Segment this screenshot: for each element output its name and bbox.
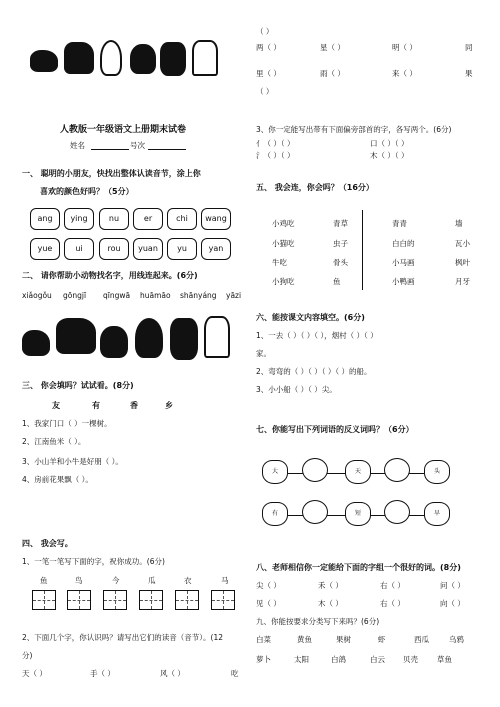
fill-cell[interactable]: 来（ ） [392, 69, 417, 78]
fill-cell[interactable]: 果 [465, 69, 473, 78]
section7-title: 七、你能写出下列词语的反义词吗？（6分） [256, 425, 414, 434]
category-word: 白鸽 [331, 655, 346, 664]
category-word: 果树 [336, 635, 351, 644]
rooster-image [100, 40, 122, 76]
pinyin-fill[interactable]: 吃 [231, 669, 239, 678]
write-char: 鸟 [75, 576, 83, 585]
poem-fill[interactable]: 2、弯弯的（ ）（ ）（ ）（ ）的船。 [256, 367, 372, 376]
word-fill[interactable]: 禾（ ） [318, 581, 343, 590]
q3-radical-title: 3、你一定能写出带有下面偏旁部首的字，各写两个。(6分) [256, 125, 452, 134]
syllable-box[interactable]: chi [167, 208, 197, 230]
fill-item[interactable]: 2、江南鱼米（ ）。 [22, 437, 86, 446]
fill-cell[interactable]: 星（ ） [320, 43, 345, 52]
section4-q2: 2、下面几个字，你认识吗？请写出它们的读音（音节）。(12 [22, 633, 223, 642]
write-char: 瓜 [148, 576, 156, 585]
word-fill[interactable]: 问（ ） [440, 581, 465, 590]
word-fill[interactable]: 右（ ） [380, 581, 405, 590]
duck-image [130, 44, 156, 74]
match-right[interactable]: 枫叶 [455, 258, 470, 267]
paren-blank[interactable]: （ ） [256, 27, 274, 36]
syllable-box[interactable]: yan [201, 238, 231, 260]
flower-word: 头 [424, 460, 450, 484]
flower-word: 早 [424, 502, 450, 526]
syllable-box[interactable]: ang [30, 208, 60, 230]
writing-grid[interactable] [139, 590, 163, 610]
section1-title-line2: 喜欢的颜色好吗？（5分） [40, 187, 134, 196]
flower-word: 短 [345, 502, 371, 526]
pinyin-fill[interactable]: 天（ ） [22, 669, 47, 678]
category-word: 白云 [370, 655, 385, 664]
word-fill[interactable]: 向（ ） [440, 599, 465, 608]
poem-fill[interactable]: 1、一去（ ）（ ）（ ），烟村（ ）（ ） [256, 331, 378, 340]
section5-title: 五、 我会连，你会吗？（16分） [256, 183, 374, 192]
write-char: 今 [112, 576, 120, 585]
section4-title: 四、 我会写。 [22, 539, 73, 548]
flower-answer[interactable] [302, 458, 328, 482]
flower-answer[interactable] [384, 500, 410, 524]
match-left[interactable]: 小猫吃 [272, 239, 295, 248]
syllable-box[interactable]: ui [64, 238, 94, 260]
paren-blank[interactable]: （ ） [256, 87, 274, 96]
syllable-box[interactable]: wang [201, 208, 231, 230]
match-left[interactable]: 白白的 [392, 239, 415, 248]
category-word: 贝壳 [403, 655, 418, 664]
writing-grid[interactable] [175, 590, 199, 610]
writing-grid[interactable] [67, 590, 91, 610]
goat-image [204, 316, 230, 358]
section1-title: 一、 聪明的小朋友，快找出整体认读音节，涂上你 [22, 169, 201, 178]
category-word: 乌鸦 [449, 635, 464, 644]
fill-cell[interactable]: 明（ ） [392, 43, 417, 52]
syllable-box[interactable]: er [133, 208, 163, 230]
radical-fill[interactable]: 氵（ ）（ ） [256, 151, 295, 160]
section9-title: 九、你能按要求分类写下来吗？(6分) [256, 617, 380, 626]
flower-answer[interactable] [302, 500, 328, 524]
match-left[interactable]: 小狗吃 [272, 277, 295, 286]
flower-word: 有 [262, 502, 288, 526]
fill-cell[interactable]: 同 [465, 43, 473, 52]
match-right[interactable]: 墙 [455, 219, 463, 228]
match-left[interactable]: 小鸡吃 [272, 219, 295, 228]
frog-image [30, 50, 58, 72]
syllable-box[interactable]: rou [99, 238, 129, 260]
frog-image [22, 330, 50, 356]
syllable-box[interactable]: yu [167, 238, 197, 260]
category-word: 太阳 [294, 655, 309, 664]
category-word: 白菜 [256, 635, 271, 644]
match-right[interactable]: 青草 [333, 219, 348, 228]
section3-title: 三、 你会填吗？试试看。(8分) [22, 381, 134, 390]
fill-item[interactable]: 4、房前花果飘（ ）。 [22, 475, 93, 484]
fill-cell[interactable]: 里（ ） [256, 69, 281, 78]
write-char: 衣 [184, 576, 192, 585]
category-word: 黄鱼 [297, 635, 312, 644]
fill-item[interactable]: 3、小山羊和小牛是好朋（ ）。 [22, 457, 123, 466]
category-word: 虾 [378, 635, 386, 644]
writing-grid[interactable] [211, 590, 235, 610]
match-left[interactable]: 青青 [392, 219, 407, 228]
pinyin-label: huāmāo [140, 291, 171, 300]
dog-image [64, 42, 94, 74]
word-fill[interactable]: 见（ ） [256, 599, 281, 608]
number-label: 号次 [130, 141, 145, 150]
pinyin-fill[interactable]: 手（ ） [90, 669, 115, 678]
pinyin-fill[interactable]: 风（ ） [160, 669, 185, 678]
number-blank[interactable] [148, 149, 186, 150]
section4-q1: 1、一笔一笔写下面的字，祝你成功。(6分) [22, 557, 165, 566]
fill-cell[interactable]: 雨（ ） [320, 69, 345, 78]
syllable-box[interactable]: ying [64, 208, 94, 230]
match-right[interactable]: 瓦小 [455, 239, 470, 248]
match-left[interactable]: 小马画 [392, 258, 415, 267]
radical-fill[interactable]: 口（ ）（ ） [370, 139, 409, 148]
pinyin-label: gōngjī [63, 291, 87, 300]
section2-title: 二、 请你帮助小动物找名字，用线连起来。(6分) [22, 271, 198, 280]
match-right[interactable]: 月牙 [455, 277, 470, 286]
word-fill[interactable]: 尖（ ） [256, 581, 281, 590]
goat-image [192, 40, 218, 76]
radical-fill[interactable]: 木（ ）（ ） [370, 151, 409, 160]
duck-image [100, 326, 128, 358]
section4-q2-cont: 分) [22, 651, 33, 660]
cat-image [160, 42, 186, 76]
section6-title: 六、能按课文内容填空。(6分) [256, 313, 365, 322]
word-choice: 有 [92, 401, 100, 410]
writing-grid[interactable] [103, 590, 127, 610]
page-title: 人教版一年级语文上册期末试卷 [60, 125, 187, 135]
match-right[interactable]: 鱼 [333, 277, 341, 286]
category-word: 草鱼 [437, 655, 452, 664]
pinyin-label: shānyáng [180, 291, 217, 300]
write-char: 马 [221, 576, 229, 585]
fill-cell[interactable]: 两（ ） [256, 43, 281, 52]
word-choice: 乡 [165, 401, 173, 410]
fill-item[interactable]: 1、我家门口（ ）一棵树。 [22, 419, 112, 428]
syllable-box[interactable]: yuan [133, 238, 163, 260]
flower-word: 大 [262, 460, 288, 484]
pinyin-label: qīngwā [103, 291, 131, 300]
category-word: 萝卜 [256, 655, 271, 664]
cat-image [170, 318, 198, 360]
match-right[interactable]: 虫子 [333, 239, 348, 248]
radical-fill[interactable]: 亻（ ）（ ） [256, 139, 295, 148]
flower-word: 天 [345, 460, 371, 484]
match-right[interactable]: 骨头 [333, 258, 348, 267]
divider [362, 210, 363, 290]
syllable-box[interactable]: nu [99, 208, 129, 230]
flower-answer[interactable] [384, 458, 410, 482]
syllable-box[interactable]: yue [30, 238, 60, 260]
write-char: 鱼 [40, 576, 48, 585]
poem-fill-cont: 家。 [256, 349, 271, 358]
poem-fill[interactable]: 3、小小船（ ）（ ）尖。 [256, 385, 337, 394]
pinyin-label: yāzi [226, 291, 242, 300]
section8-title: 八、老师相信你一定能给下面的字组一个很好的词。(8分) [256, 563, 461, 572]
word-choice: 香 [130, 401, 138, 410]
dog-image [56, 318, 96, 354]
match-left[interactable]: 牛吃 [272, 258, 287, 267]
writing-grid[interactable] [32, 590, 56, 610]
name-label: 姓名 [70, 141, 85, 150]
category-word: 西瓜 [414, 635, 429, 644]
rooster-image [135, 318, 163, 358]
name-blank[interactable] [91, 149, 129, 150]
pinyin-label: xiǎogǒu [22, 291, 52, 300]
word-fill[interactable]: 木（ ） [318, 599, 343, 608]
word-fill[interactable]: 右（ ） [380, 599, 405, 608]
match-left[interactable]: 小鸭画 [392, 277, 415, 286]
word-choice: 友 [52, 401, 60, 410]
